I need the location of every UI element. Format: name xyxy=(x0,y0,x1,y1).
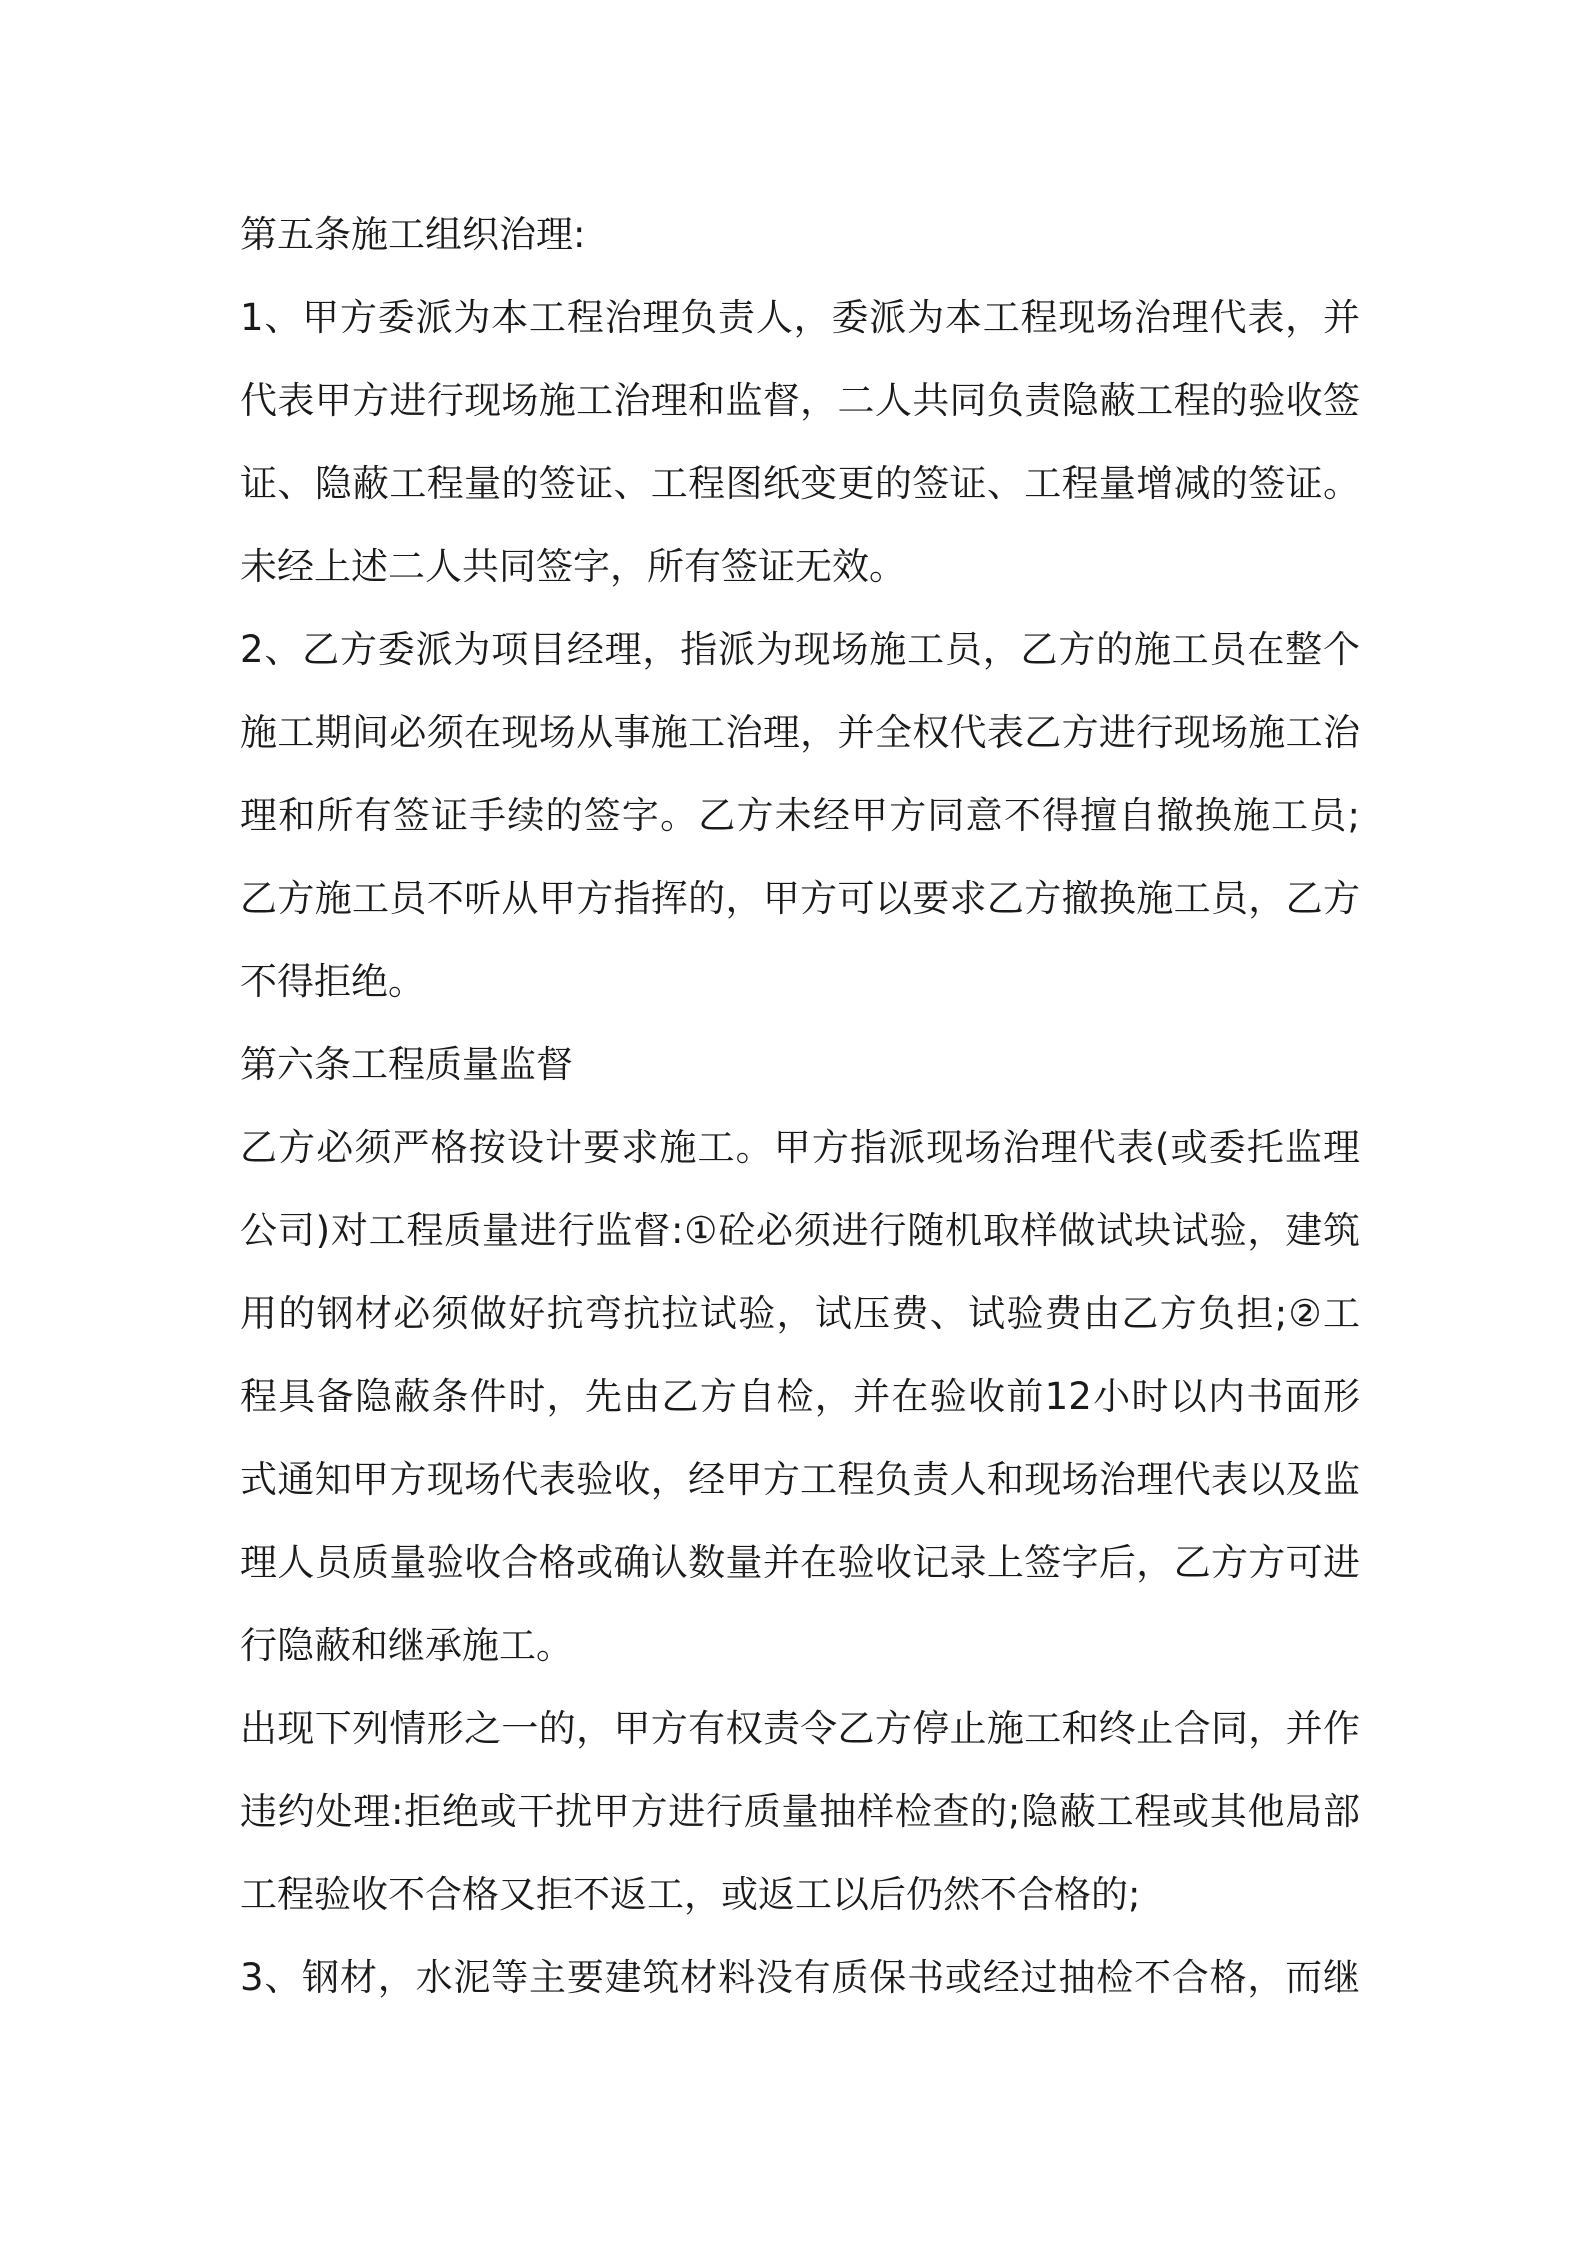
paragraph-line: 乙方施工员不听从甲方指挥的，甲方可以要求乙方撤换施工员，乙方 xyxy=(240,877,1360,920)
paragraph-line: 出现下列情形之一的，甲方有权责令乙方停止施工和终止合同，并作 xyxy=(240,1707,1360,1750)
paragraph-line: 未经上述二人共同签字，所有签证无效。 xyxy=(240,545,906,588)
paragraph-line: 工程验收不合格又拒不返工，或返工以后仍然不合格的; xyxy=(240,1873,1141,1916)
paragraph-line: 乙方必须严格按设计要求施工。甲方指派现场治理代表(或委托监理 xyxy=(240,1126,1360,1169)
paragraph-line: 1、甲方委派为本工程治理负责人，委派为本工程现场治理代表，并 xyxy=(240,296,1360,339)
paragraph-line: 理和所有签证手续的签字。乙方未经甲方同意不得擅自撤换施工员; xyxy=(240,794,1360,837)
paragraph-line: 理人员质量验收合格或确认数量并在验收记录上签字后，乙方方可进 xyxy=(240,1541,1360,1584)
paragraph-line: 代表甲方进行现场施工治理和监督，二人共同负责隐蔽工程的验收签 xyxy=(240,379,1360,422)
paragraph-line: 程具备隐蔽条件时，先由乙方自检，并在验收前12小时以内书面形 xyxy=(240,1375,1360,1418)
paragraph-line: 违约处理:拒绝或干扰甲方进行质量抽样检查的;隐蔽工程或其他局部 xyxy=(240,1790,1360,1833)
paragraph-line: 证、隐蔽工程量的签证、工程图纸变更的签证、工程量增减的签证。 xyxy=(240,462,1360,505)
paragraph-line: 公司)对工程质量进行监督:①砼必须进行随机取样做试块试验，建筑 xyxy=(240,1209,1360,1252)
paragraph-line: 式通知甲方现场代表验收，经甲方工程负责人和现场治理代表以及监 xyxy=(240,1458,1360,1501)
document-body xyxy=(240,193,1360,2019)
paragraph-line: 用的钢材必须做好抗弯抗拉试验，试压费、试验费由乙方负担;②工 xyxy=(240,1292,1360,1335)
paragraph-line: 2、乙方委派为项目经理，指派为现场施工员，乙方的施工员在整个 xyxy=(240,628,1360,671)
section-heading-6: 第六条工程质量监督 xyxy=(240,1043,573,1086)
section-heading-5: 第五条施工组织治理: xyxy=(240,213,586,256)
paragraph-line: 不得拒绝。 xyxy=(240,960,425,1003)
paragraph-line: 施工期间必须在现场从事施工治理，并全权代表乙方进行现场施工治 xyxy=(240,711,1360,754)
paragraph-line: 行隐蔽和继承施工。 xyxy=(240,1624,573,1667)
paragraph-line: 3、钢材，水泥等主要建筑材料没有质保书或经过抽检不合格，而继 xyxy=(240,1956,1360,1999)
